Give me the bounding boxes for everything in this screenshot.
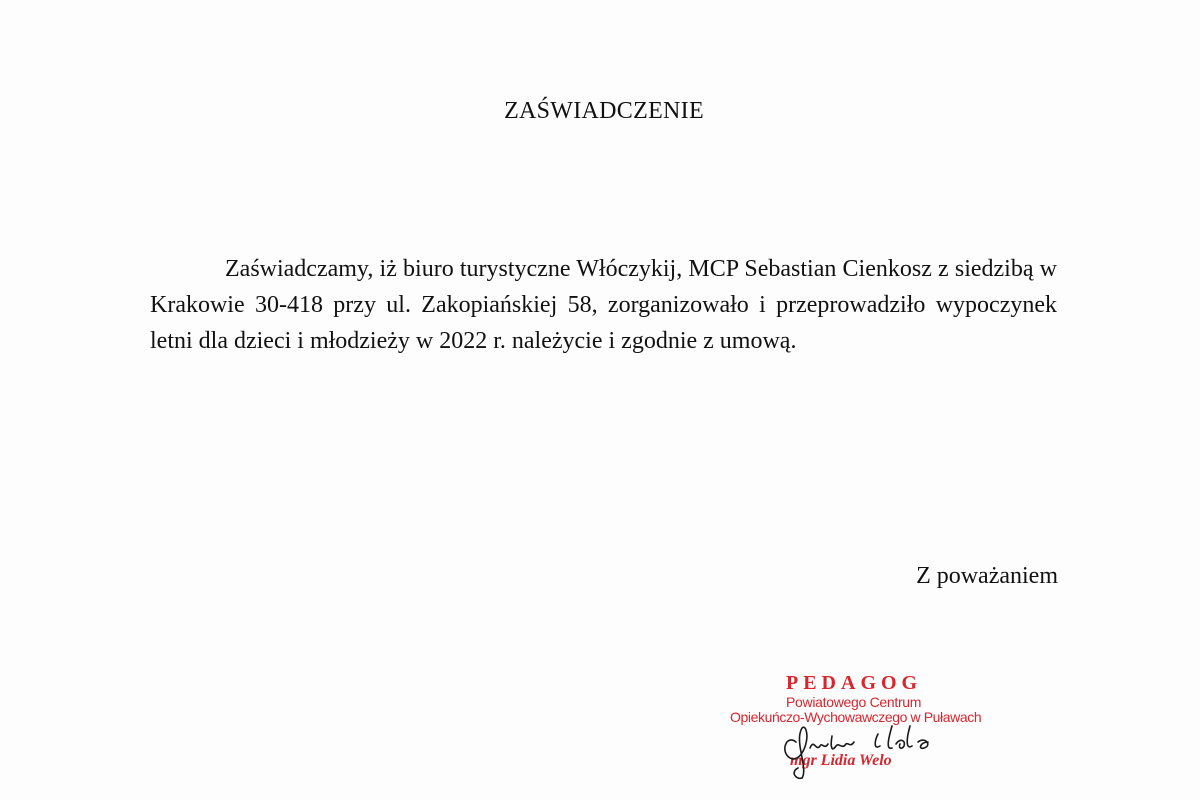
document-title: ZAŚWIADCZENIE: [504, 98, 704, 124]
handwritten-signature: [776, 712, 976, 782]
document-body: Zaświadczamy, iż biuro turystyczne Włóczykij, MCP Sebastian Cienkosz z siedzibą w Krakowie 30-418 przy ul. Zakopiańskiej 58, zorganizowało i przeprowadziło wypoczynek letni dla dzieci i młodzieży w 2022 r. należycie i zgodnie z umową.: [150, 256, 1057, 354]
top-red-mark: [150, 0, 280, 4]
stamp-line-1: Powiatowego Centrum: [786, 694, 922, 710]
closing-text: Z poważaniem: [916, 563, 1058, 589]
stamp-title: PEDAGOG: [786, 672, 923, 694]
stamp-name: mgr Lidia Welo: [790, 752, 892, 769]
stamp-line-2: Opiekuńczo-Wychowawczego w Puławach: [730, 709, 982, 725]
